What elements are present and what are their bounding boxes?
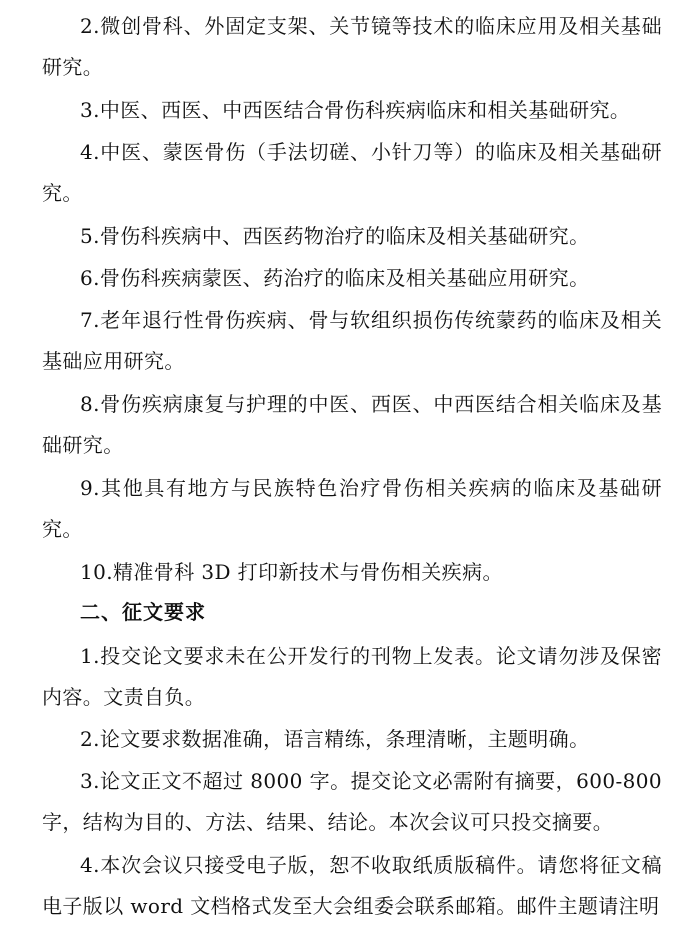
research-topic-9: 9.其他具有地方与民族特色治疗骨伤相关疾病的临床及基础研究。 (42, 476, 662, 541)
requirement-2: 2.论文要求数据准确，语言精练，条理清晰，主题明确。 (80, 727, 590, 751)
research-topic-5: 5.骨伤科疾病中、西医药物治疗的临床及相关基础研究。 (80, 224, 590, 248)
requirement-3: 3.论文正文不超过 8000 字。提交论文必需附有摘要，600-800 字，结构为目的、方法、结果、结论。本次会议可只投交摘要。 (42, 769, 662, 834)
research-topic-3: 3.中医、西医、中西医结合骨伤科疾病临床和相关基础研究。 (80, 98, 631, 122)
research-topic-6: 6.骨伤科疾病蒙医、药治疗的临床及相关基础应用研究。 (80, 266, 590, 290)
research-topic-10: 10.精准骨科 3D 打印新技术与骨伤相关疾病。 (80, 560, 503, 584)
research-topic-7: 7.老年退行性骨伤疾病、骨与软组织损伤传统蒙药的临床及相关基础应用研究。 (42, 308, 662, 373)
research-topic-2: 2.微创骨科、外固定支架、关节镜等技术的临床应用及相关基础研究。 (42, 14, 662, 79)
section-heading: 二、征文要求 (80, 600, 206, 624)
requirement-1: 1.投交论文要求未在公开发行的刊物上发表。论文请勿涉及保密内容。文责自负。 (42, 644, 662, 709)
research-topic-8: 8.骨伤疾病康复与护理的中医、西医、中西医结合相关临床及基础研究。 (42, 392, 662, 457)
requirement-4: 4.本次会议只接受电子版，恕不收取纸质版稿件。请您将征文稿电子版以 word 文档格式发至大会组委会联系邮箱。邮件主题请注明 (42, 853, 662, 918)
research-topic-4: 4.中医、蒙医骨伤（手法切磋、小针刀等）的临床及相关基础研究。 (42, 140, 662, 205)
